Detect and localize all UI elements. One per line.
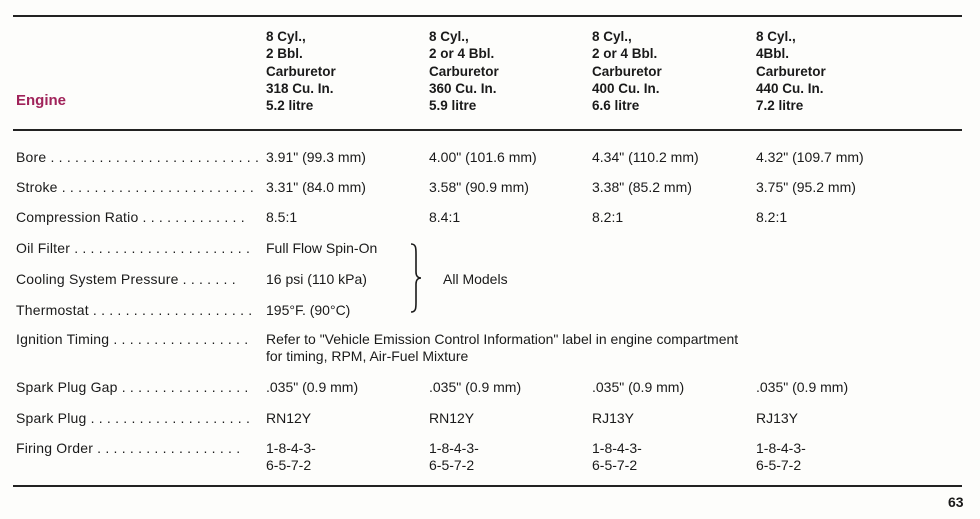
bore-value: 4.34" (110.2 mm) <box>592 149 699 165</box>
firing-order-value: 1-8-4-3- 6-5-7-2 <box>429 440 479 473</box>
compression-value: 8.2:1 <box>756 209 788 225</box>
spark-gap-value: .035" (0.9 mm) <box>756 379 849 395</box>
row-label-spark-plug: Spark Plug . . . . . . . . . . . . . . . . . . . . <box>16 410 251 426</box>
row-label-stroke: Stroke . . . . . . . . . . . . . . . . . . . . . . . . <box>16 179 254 195</box>
column-header-360: 8 Cyl., 2 or 4 Bbl. Carburetor 360 Cu. In. 5.9 litre <box>429 29 499 114</box>
column-header-400: 8 Cyl., 2 or 4 Bbl. Carburetor 400 Cu. In. 6.6 litre <box>592 29 662 114</box>
bore-value: 4.32" (109.7 mm) <box>756 149 864 165</box>
ignition-note: Refer to "Vehicle Emission Control Information" label in engine compartment for timing, RPM, Air-Fuel Mixture <box>266 331 739 364</box>
section-title: Engine <box>16 92 67 109</box>
row-label-cooling-pressure: Cooling System Pressure . . . . . . . <box>16 271 236 287</box>
row-label-oil-filter: Oil Filter . . . . . . . . . . . . . . . . . . . . . . <box>16 240 251 256</box>
row-label-thermostat: Thermostat . . . . . . . . . . . . . . . . . . . . <box>16 302 253 318</box>
header-rule <box>13 129 962 131</box>
compression-value: 8.5:1 <box>266 209 298 225</box>
row-label-ignition-timing: Ignition Timing . . . . . . . . . . . . . . . . . <box>16 331 249 347</box>
bore-value: 3.91" (99.3 mm) <box>266 149 366 165</box>
compression-value: 8.2:1 <box>592 209 624 225</box>
spark-gap-value: .035" (0.9 mm) <box>592 379 685 395</box>
stroke-value: 3.31" (84.0 mm) <box>266 179 366 195</box>
thermostat-value: 195°F. (90°C) <box>266 302 351 318</box>
firing-order-value: 1-8-4-3- 6-5-7-2 <box>592 440 642 473</box>
row-label-spark-plug-gap: Spark Plug Gap . . . . . . . . . . . . . . . . <box>16 379 249 395</box>
oil-filter-value: Full Flow Spin-On <box>266 240 378 256</box>
stroke-value: 3.58" (90.9 mm) <box>429 179 529 195</box>
row-label-firing-order: Firing Order . . . . . . . . . . . . . . . . . . <box>16 440 241 456</box>
bottom-rule <box>13 485 962 487</box>
spark-plug-value: RJ13Y <box>592 410 635 426</box>
row-label-bore: Bore . . . . . . . . . . . . . . . . . . . . . . . . . . <box>16 149 260 165</box>
stroke-value: 3.75" (95.2 mm) <box>756 179 856 195</box>
spark-gap-value: .035" (0.9 mm) <box>429 379 522 395</box>
all-models-label: All Models <box>443 271 508 287</box>
column-header-318: 8 Cyl., 2 Bbl. Carburetor 318 Cu. In. 5.2 litre <box>266 29 336 114</box>
spark-gap-value: .035" (0.9 mm) <box>266 379 359 395</box>
row-label-compression-ratio: Compression Ratio . . . . . . . . . . . . . <box>16 209 245 225</box>
column-header-440: 8 Cyl., 4Bbl. Carburetor 440 Cu. In. 7.2 litre <box>756 29 826 114</box>
firing-order-value: 1-8-4-3- 6-5-7-2 <box>266 440 316 473</box>
bore-value: 4.00" (101.6 mm) <box>429 149 537 165</box>
top-rule <box>13 15 962 17</box>
page-number: 63 <box>948 494 964 510</box>
spark-plug-value: RN12Y <box>429 410 475 426</box>
compression-value: 8.4:1 <box>429 209 461 225</box>
firing-order-value: 1-8-4-3- 6-5-7-2 <box>756 440 806 473</box>
spark-plug-value: RJ13Y <box>756 410 799 426</box>
stroke-value: 3.38" (85.2 mm) <box>592 179 692 195</box>
cooling-pressure-value: 16 psi (110 kPa) <box>266 271 367 287</box>
curly-brace-icon <box>408 242 424 314</box>
spark-plug-value: RN12Y <box>266 410 312 426</box>
